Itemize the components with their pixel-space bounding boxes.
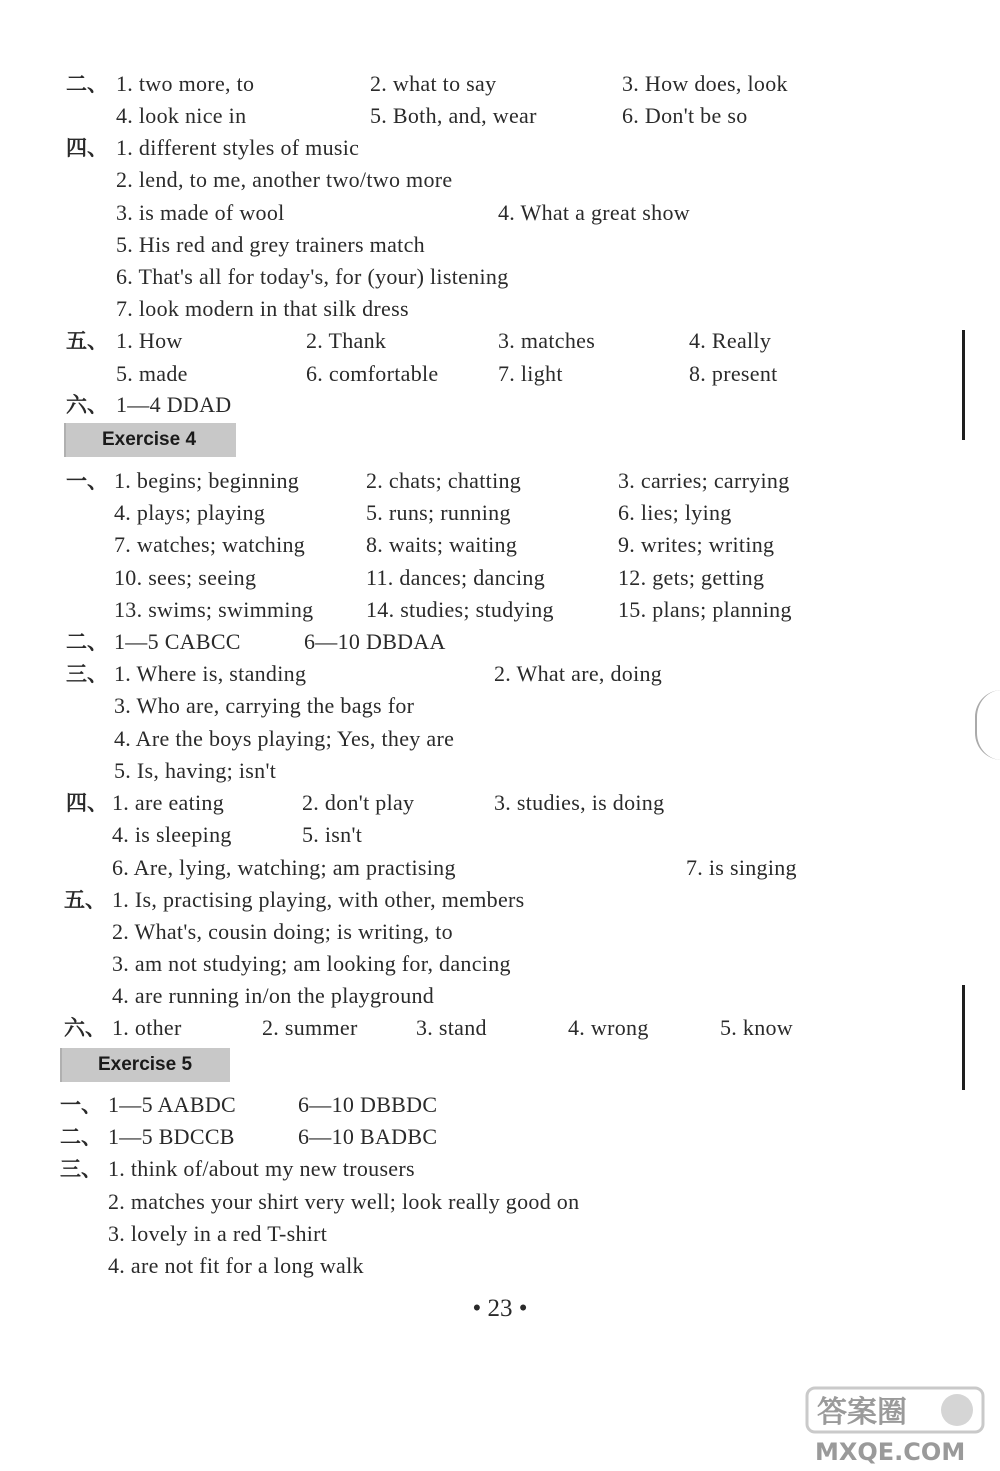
answer-item: 6. lies; lying: [618, 500, 732, 525]
section-marker: 五、: [64, 888, 106, 912]
answer-item: 9. writes; writing: [618, 532, 775, 557]
answer-item: 3. is made of wool: [116, 200, 285, 225]
answer-item: 6. Don't be so: [622, 103, 748, 128]
answer-line: [0, 68, 1000, 100]
answer-item: 6. comfortable: [306, 361, 439, 386]
answer-line: [0, 358, 1000, 390]
answer-item: 11. dances; dancing: [366, 565, 545, 590]
answer-item: 4. look nice in: [116, 103, 247, 128]
answer-item: 2. what to say: [370, 71, 497, 96]
section-marker: 六、: [64, 1016, 106, 1040]
section-marker: 五、: [66, 329, 108, 353]
answer-item: 1. two more, to: [116, 71, 255, 96]
answer-item: 3. am not studying; am looking for, dancing: [112, 951, 511, 976]
scan-artifact: [962, 985, 965, 1090]
answer-line: [0, 852, 1000, 884]
answer-item: 8. present: [689, 361, 778, 386]
answer-item: 7. is singing: [686, 855, 797, 880]
answer-item: 1. How: [116, 328, 183, 353]
answer-item: 1—5 AABDC: [108, 1092, 236, 1117]
answer-line: [0, 1153, 1000, 1185]
answer-item: 6—10 DBDAA: [304, 629, 446, 654]
answer-item: 7. light: [498, 361, 563, 386]
answer-item: 1—4 DDAD: [116, 392, 232, 417]
answer-item: 3. lovely in a red T-shirt: [108, 1221, 328, 1246]
answer-item: 2. summer: [262, 1015, 358, 1040]
exercise-title: Exercise 5: [98, 1054, 193, 1075]
section-marker: 三、: [66, 662, 108, 686]
answer-item: 1. are eating: [112, 790, 225, 815]
answer-line: [0, 164, 1000, 196]
answer-item: 3. stand: [416, 1015, 487, 1040]
answer-item: 4. plays; playing: [114, 500, 266, 525]
exercise-heading: [60, 1048, 230, 1082]
answer-line: [0, 884, 1000, 916]
answer-line: [0, 132, 1000, 164]
answer-item: 1. Where is, standing: [114, 661, 307, 686]
answer-item: 1. think of/about my new trousers: [108, 1156, 415, 1181]
answer-line: [0, 100, 1000, 132]
answer-item: 14. studies; studying: [366, 597, 554, 622]
answer-item: 6—10 BADBC: [298, 1124, 438, 1149]
answer-item: 2. lend, to me, another two/two more: [116, 167, 453, 192]
answer-item: 2. chats; chatting: [366, 468, 522, 493]
answer-line: [0, 1012, 1000, 1044]
answer-item: 5. Both, and, wear: [370, 103, 537, 128]
answer-line: [0, 229, 1000, 261]
answer-item: 2. What's, cousin doing; is writing, to: [112, 919, 453, 944]
answer-item: 10. sees; seeing: [114, 565, 257, 590]
answer-item: 5. made: [116, 361, 188, 386]
answer-item: 6—10 DBBDC: [298, 1092, 438, 1117]
answer-item: 4. Are the boys playing; Yes, they are: [114, 726, 455, 751]
watermark-logo-bottom: MXQE.COM: [815, 1438, 966, 1466]
answer-item: 3. Who are, carrying the bags for: [114, 693, 415, 718]
answer-item: 7. watches; watching: [114, 532, 306, 557]
answer-item: 2. What are, doing: [494, 661, 663, 686]
exercise-heading: [64, 423, 236, 457]
section-marker: 四、: [66, 136, 108, 160]
answer-line: [0, 916, 1000, 948]
answer-line: [0, 389, 1000, 421]
answer-item: 5. isn't: [302, 822, 363, 847]
answer-line: [0, 980, 1000, 1012]
section-marker: 二、: [66, 630, 108, 654]
answer-item: 1. different styles of music: [116, 135, 360, 160]
answer-line: [0, 562, 1000, 594]
answer-line: [0, 261, 1000, 293]
watermark-logo: [797, 1384, 992, 1466]
answer-line: [0, 497, 1000, 529]
answer-item: 4. wrong: [568, 1015, 649, 1040]
section-marker: 一、: [60, 1093, 102, 1117]
answer-item: 5. His red and grey trainers match: [116, 232, 425, 257]
answer-item: 13. swims; swimming: [114, 597, 314, 622]
answer-line: [0, 529, 1000, 561]
answer-item: 4. is sleeping: [112, 822, 232, 847]
answer-line: [0, 626, 1000, 658]
answer-item: 4. are not fit for a long walk: [108, 1253, 364, 1278]
answer-line: [0, 723, 1000, 755]
answer-item: 2. don't play: [302, 790, 415, 815]
answer-line: [0, 465, 1000, 497]
section-marker: 一、: [66, 469, 108, 493]
answer-line: [0, 948, 1000, 980]
answer-item: 1—5 CABCC: [114, 629, 241, 654]
answer-item: 3. carries; carrying: [618, 468, 790, 493]
answer-item: 4. What a great show: [498, 200, 690, 225]
answer-item: 2. matches your shirt very well; look really good on: [108, 1189, 580, 1214]
answer-item: 15. plans; planning: [618, 597, 792, 622]
section-marker: 六、: [66, 393, 108, 417]
answer-item: 4. Really: [689, 328, 772, 353]
answer-item: 1—5 BDCCB: [108, 1124, 235, 1149]
answer-line: [0, 1218, 1000, 1250]
answer-item: 6. Are, lying, watching; am practising: [112, 855, 456, 880]
answer-line: [0, 1121, 1000, 1153]
section-marker: 二、: [60, 1125, 102, 1149]
answer-item: 6. That's all for today's, for (your) listening: [116, 264, 509, 289]
answer-item: 3. How does, look: [622, 71, 788, 96]
exercise-title: Exercise 4: [102, 429, 197, 450]
answer-item: 3. matches: [498, 328, 596, 353]
answer-line: [0, 325, 1000, 357]
section-marker: 二、: [66, 72, 108, 96]
answer-item: 2. Thank: [306, 328, 387, 353]
answer-item: 12. gets; getting: [618, 565, 765, 590]
section-marker: 四、: [66, 791, 108, 815]
answer-line: [0, 293, 1000, 325]
answer-line: [0, 1089, 1000, 1121]
answer-line: [0, 1186, 1000, 1218]
section-marker: 三、: [60, 1157, 102, 1181]
answer-line: [0, 819, 1000, 851]
answer-line: [0, 594, 1000, 626]
answer-line: [0, 690, 1000, 722]
watermark-logo-top: 答案圈: [817, 1395, 907, 1430]
answer-item: 3. studies, is doing: [494, 790, 665, 815]
answer-item: 1. other: [112, 1015, 182, 1040]
answer-line: [0, 755, 1000, 787]
answer-item: 5. runs; running: [366, 500, 511, 525]
page-number: • 23 •: [472, 1295, 528, 1322]
answer-item: 8. waits; waiting: [366, 532, 518, 557]
answer-item: 7. look modern in that silk dress: [116, 296, 409, 321]
answer-line: [0, 658, 1000, 690]
answer-item: 1. begins; beginning: [114, 468, 300, 493]
answer-item: 4. are running in/on the playground: [112, 983, 435, 1008]
answer-line: [0, 197, 1000, 229]
answer-line: [0, 787, 1000, 819]
answer-item: 1. Is, practising playing, with other, members: [112, 887, 525, 912]
answer-item: 5. Is, having; isn't: [114, 758, 277, 783]
answer-line: [0, 1250, 1000, 1282]
answer-item: 5. know: [720, 1015, 793, 1040]
scan-artifact: [962, 330, 965, 440]
